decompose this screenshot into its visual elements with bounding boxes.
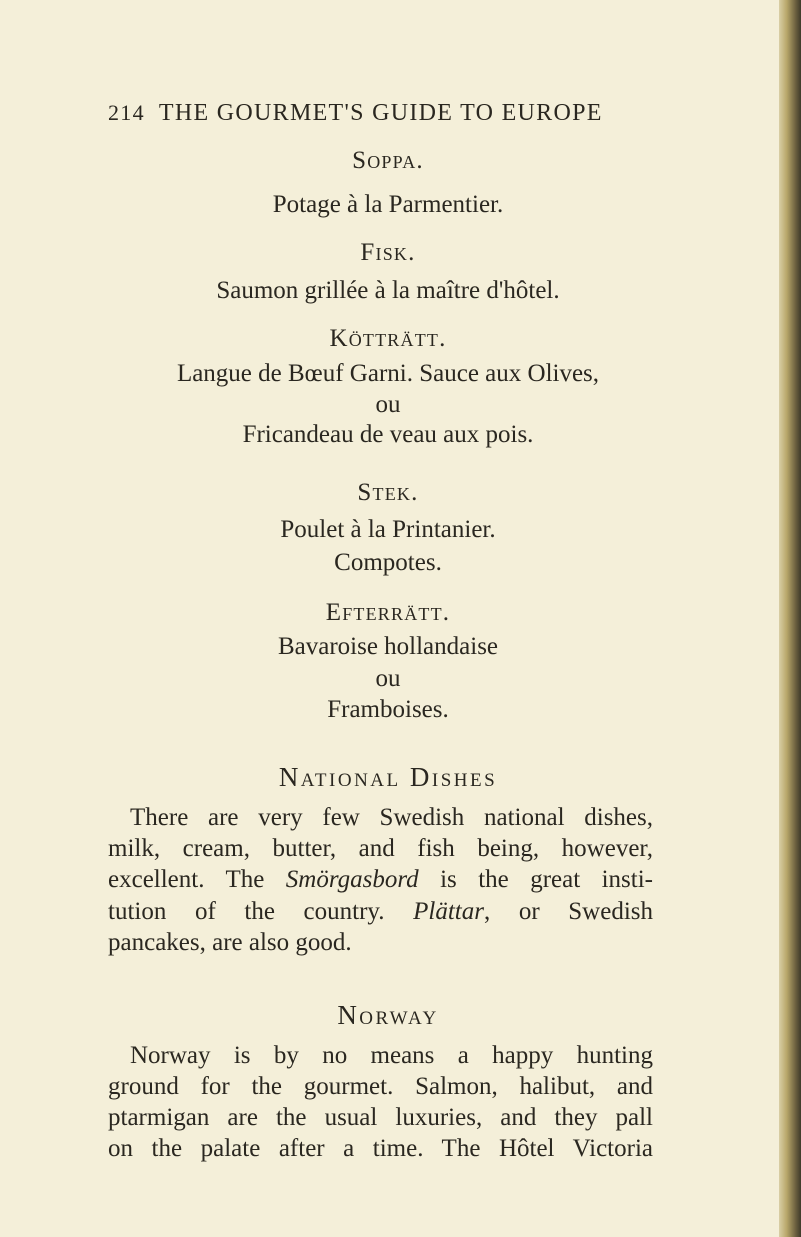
menu-item-fisk: Saumon grillée à la maître d'hôtel. [216,277,560,304]
menu-item-stek-2: Compotes. [334,549,442,576]
norway-line-3: ptarmigan are the usual luxuries, and they pall [108,1104,653,1131]
menu-item-kottratt-1: Langue de Bœuf Garni. Sauce aux Olives, [176,360,600,387]
menu-heading-kottratt: Kötträtt. [329,325,447,352]
national-dishes-line-5: pancakes, are also good. [108,929,352,956]
norway-line-4: on the palate after a time. The Hôtel Victoria [108,1135,653,1162]
national-dishes-line-3-b: is the great insti- [418,866,654,893]
plattar-term: Plättar [413,898,484,925]
running-title: THE GOURMET'S GUIDE TO EUROPE [158,100,603,126]
menu-item-stek-1: Poulet à la Printanier. [280,516,496,543]
national-dishes-line-4-a: tution of the country. [108,898,414,925]
section-heading-norway: Norway [337,1000,439,1030]
page-edge-shadow [779,0,801,1237]
section-heading-national-dishes: National Dishes [278,762,498,792]
menu-or-kottratt: ou [375,391,401,418]
national-dishes-line-4-b: , or Swedish [483,898,654,925]
page-number: 214 [108,100,145,125]
menu-item-soppa: Potage à la Parmentier. [272,191,504,218]
menu-item-efterratt-2: Framboises. [327,696,449,723]
menu-or-efterratt: ou [375,665,401,692]
menu-heading-fisk: Fisk. [360,239,416,266]
menu-heading-stek: Stek. [357,479,419,506]
national-dishes-line-3-a: excellent. The [108,866,286,893]
running-head [108,100,603,127]
menu-heading-efterratt: Efterrätt. [325,599,451,626]
menu-item-kottratt-2: Fricandeau de veau aux pois. [242,421,534,448]
norway-line-1: Norway is by no means a happy hunting [130,1042,653,1069]
national-dishes-line-3 [108,864,653,895]
menu-item-efterratt-1: Bavaroise hollandaise [277,633,499,660]
national-dishes-line-4 [108,896,653,927]
norway-line-2: ground for the gourmet. Salmon, halibut, and [108,1073,653,1100]
national-dishes-line-1: There are very few Swedish national dishes, [130,804,653,831]
national-dishes-line-2: milk, cream, butter, and fish being, however, [108,835,653,862]
menu-heading-soppa: Soppa. [352,147,424,174]
smorgasbord-term: Smörgasbord [285,866,419,893]
